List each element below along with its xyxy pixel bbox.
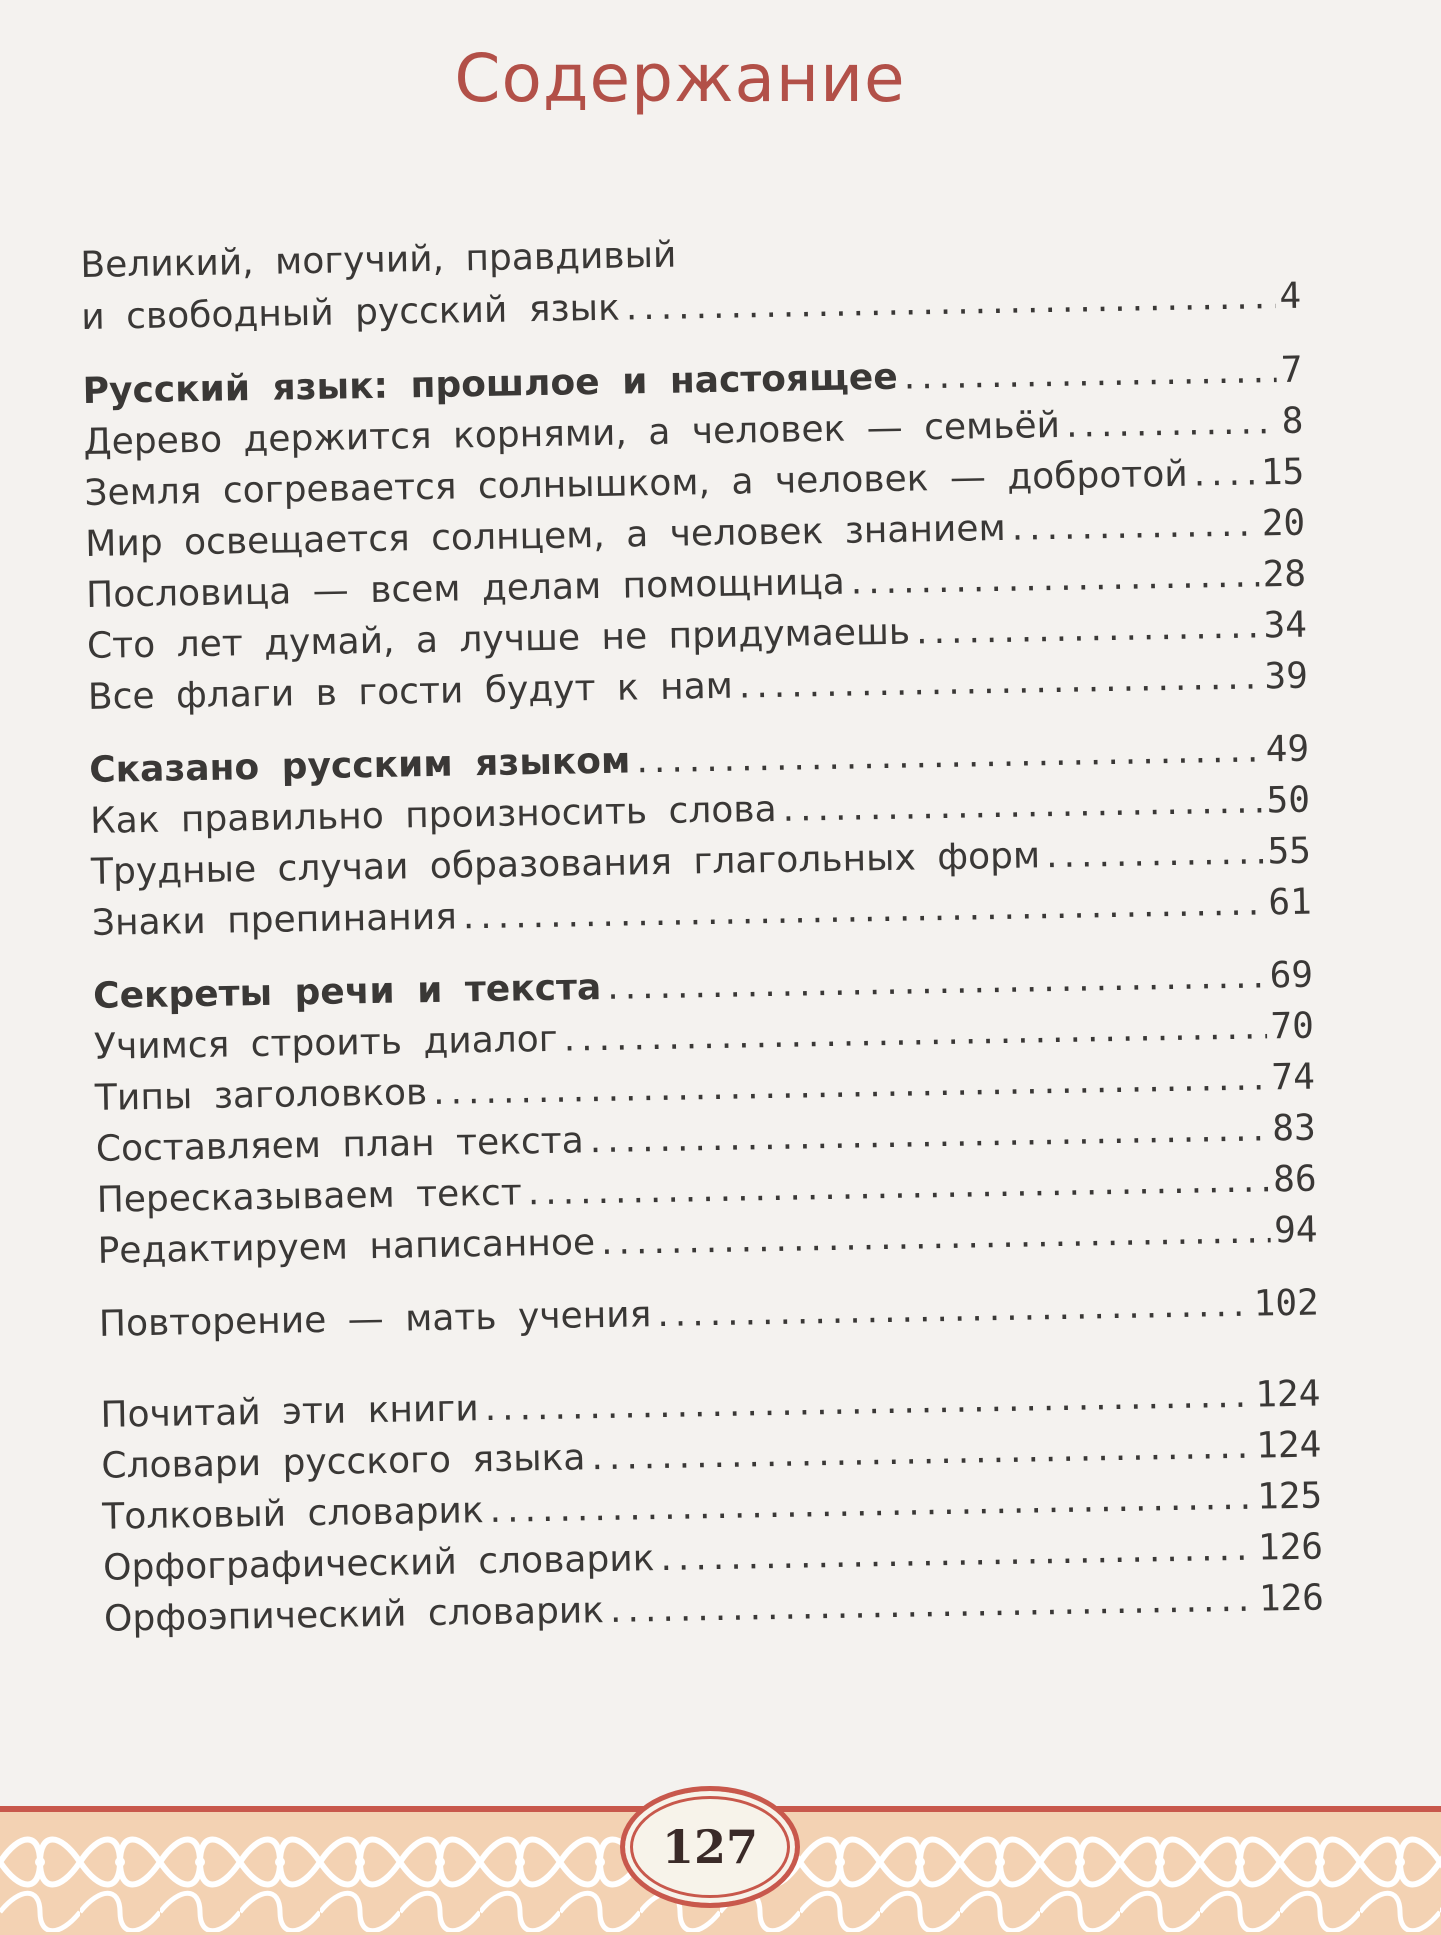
toc-entry-title: Орфографический словарик [102, 1538, 655, 1589]
toc-entry-title-line1: Великий, могучий, правдивый [80, 234, 677, 286]
dot-leader [916, 600, 1260, 657]
toc-page-number: 39 [1264, 655, 1309, 698]
dot-leader [657, 1279, 1250, 1340]
page-number-badge: 127 [620, 1786, 800, 1908]
dot-leader [1066, 396, 1279, 451]
toc-entry-title: Пословица — всем делам помощница [85, 561, 846, 616]
toc-entry-title: Типы заголовков [94, 1072, 428, 1119]
toc-entry-title: Мир освещается солнцем, а человек знанием [84, 507, 1007, 565]
toc-entry-title: Сто лет думай, а лучше не придумаешь [86, 611, 911, 667]
toc-section-title: Сказано русским языком [88, 740, 631, 791]
toc-entry-intro[interactable] [80, 219, 1302, 344]
toc-page-number: 102 [1253, 1282, 1320, 1325]
toc-page-number: 8 [1281, 400, 1304, 443]
page-title: Содержание [454, 40, 906, 117]
toc-entry-title: Редактируем написанное [97, 1222, 596, 1272]
toc-entry-title: Трудные случаи образования глагольных форм [90, 835, 1041, 893]
toc-page-number: 125 [1256, 1475, 1323, 1518]
toc-entry-title: Дерево держится корнями, а человек — семьёй [83, 404, 1061, 463]
dot-leader [903, 345, 1277, 403]
toc-entry-title: Орфоэпический словарик [103, 1590, 605, 1640]
toc-page-number: 50 [1266, 779, 1311, 822]
toc-entry-title: Почитай эти книги [100, 1388, 480, 1436]
toc-page-number: 94 [1273, 1209, 1318, 1252]
dot-leader [782, 775, 1263, 834]
toc-page-number: 61 [1268, 881, 1313, 924]
toc-page-number: 70 [1270, 1005, 1315, 1048]
toc-page-number: 69 [1269, 954, 1314, 997]
toc-entry-title: Пересказываем текст [96, 1172, 523, 1221]
toc-page-number: 4 [1279, 275, 1302, 318]
toc-entry-title: Все флаги в гости будут к нам [87, 665, 734, 718]
dot-leader [610, 1574, 1256, 1636]
toc-entry-title-line2: и свободный русский язык [80, 287, 621, 338]
toc-page-number: 15 [1260, 451, 1305, 494]
toc-page-number: 126 [1258, 1577, 1325, 1620]
toc-entry-title: Словари русского языка [101, 1437, 586, 1487]
dot-leader [1193, 447, 1257, 499]
toc-entry-title: Составляем план текста [95, 1120, 585, 1170]
toc-entry-title: Как правильно произносить слова [89, 788, 777, 842]
toc-entry-title: Толковый словарик [101, 1490, 484, 1538]
dot-leader [1011, 498, 1258, 553]
toc-section-title: Русский язык: прошлое и настоящее [82, 356, 899, 412]
dot-leader [850, 549, 1259, 607]
toc-entry-title: Земля согревается солнышком, а человек — добротой [84, 453, 1189, 514]
toc-page-number: 55 [1267, 830, 1312, 873]
toc-page-number: 83 [1271, 1107, 1317, 1150]
dot-leader [625, 271, 1276, 333]
toc-entry-title: Учимся строить диалог [93, 1018, 559, 1068]
toc-page-number: 124 [1254, 1373, 1321, 1416]
table-of-contents [80, 219, 1324, 1645]
toc-page-number: 7 [1280, 349, 1303, 392]
toc-page-number: 34 [1263, 604, 1308, 647]
toc-entry-title: Повторение — мать учения [98, 1294, 652, 1345]
toc-section-title: Секреты речи и текста [92, 967, 602, 1017]
dot-leader [1046, 826, 1264, 881]
toc-page-number: 86 [1272, 1158, 1317, 1201]
toc-page-number: 126 [1257, 1526, 1324, 1569]
toc-page-number: 20 [1261, 502, 1306, 545]
toc-page-number: 28 [1262, 553, 1307, 596]
dot-leader [738, 651, 1260, 711]
toc-page-number: 74 [1271, 1056, 1316, 1099]
toc-entry-title: Знаки препинания [91, 896, 458, 944]
toc-page-number: 124 [1255, 1424, 1322, 1467]
toc-page-number: 49 [1265, 728, 1310, 771]
